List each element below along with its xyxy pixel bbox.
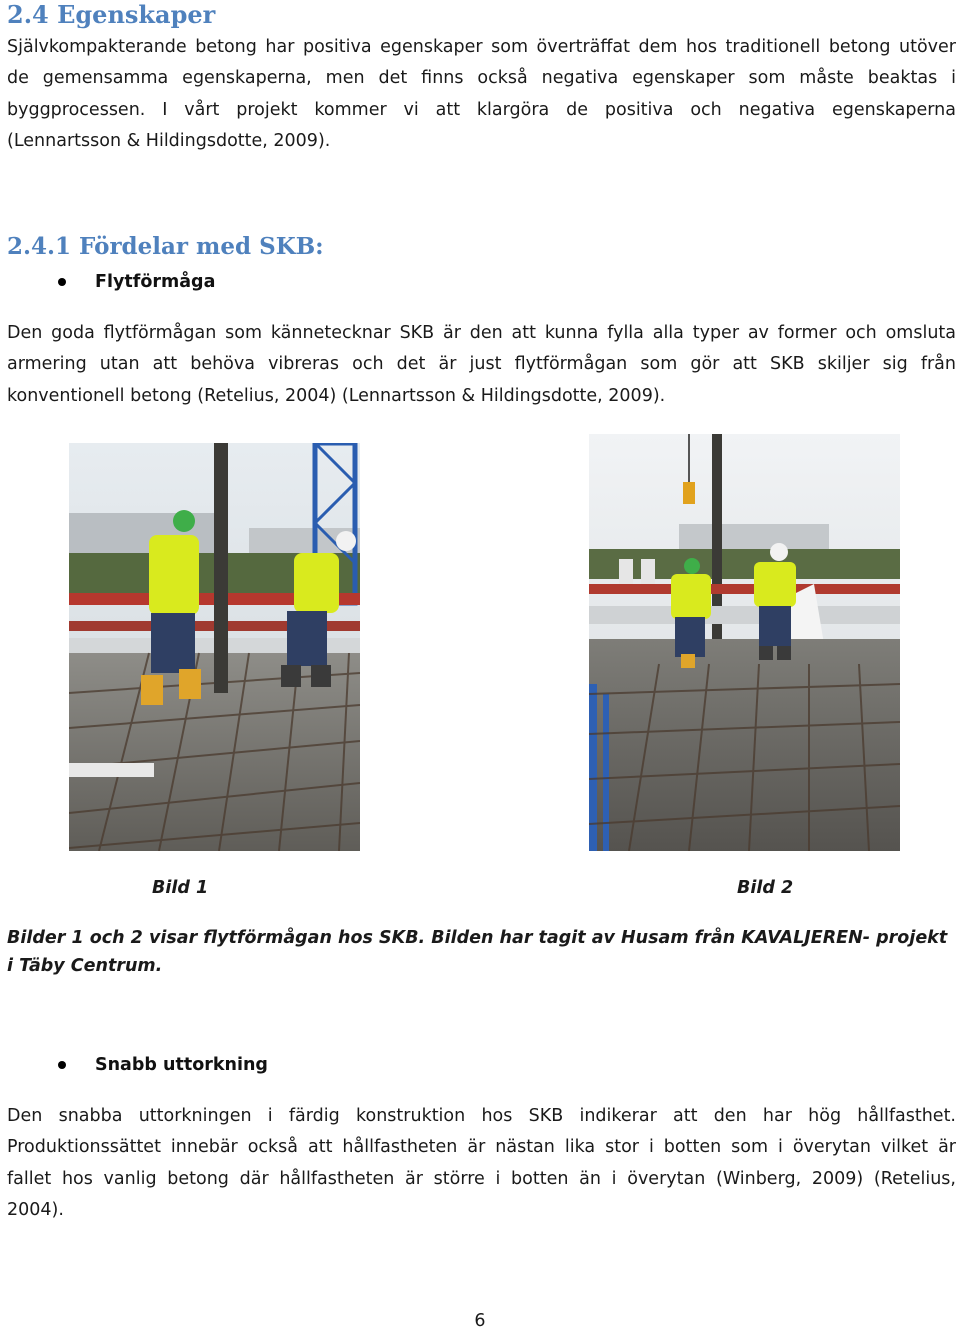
figure-caption: Bilder 1 och 2 visar flytförmågan hos SKB. Bilden har tagit av Husam från KAVALJEREN- projekt i Täby Centrum. [7, 928, 948, 976]
page-number: 6 [474, 1311, 486, 1331]
paragraph-line: 2004). [7, 1199, 64, 1220]
bullet-dot-icon [58, 1061, 66, 1069]
paragraph-line: Den goda flytförmågan som kännetecknar SKB är den att kunna fylla alla typer av former och omsluta [7, 323, 956, 343]
bullet-item-flytformaga [58, 268, 215, 296]
subsection-heading: 2.4.1 Fördelar med SKB: [7, 233, 324, 260]
paragraph-line: konventionell betong (Retelius, 2004) (Lennartsson & Hildingsdotte, 2009). [7, 385, 666, 406]
drying-paragraph [7, 1101, 956, 1226]
photo2-caption: Bild 2 [737, 878, 794, 898]
intro-line: byggprocessen. I vårt projekt kommer vi att klargöra de positiva och negativa egenskaperna [7, 99, 956, 120]
section-heading: 2.4 Egenskaper [7, 0, 216, 29]
bullet-label: Flytförmåga [95, 272, 216, 292]
bullet-label: Snabb uttorkning [95, 1055, 268, 1075]
photo-bild-1 [69, 443, 360, 851]
bullet-dot-icon [58, 278, 66, 286]
photo1-caption: Bild 1 [152, 878, 209, 898]
intro-line: (Lennartsson & Hildingsdotte, 2009). [7, 130, 331, 151]
paragraph-line: fallet hos vanlig betong där hållfastheten är större i botten än i överytan (Winberg, 2009) (Retelius, [7, 1168, 956, 1189]
bullet-item-snabb-uttorkning [58, 1051, 268, 1079]
flow-paragraph [7, 318, 956, 412]
intro-line: de gemensamma egenskaperna, men det finns också negativa egenskaper som måste beaktas i [7, 68, 956, 89]
paragraph-line: Produktionssättet innebär också att hållfastheten är nästan lika stor i botten som i överytan vilket är [7, 1137, 956, 1158]
intro-paragraph [7, 32, 956, 157]
paragraph-line: armering utan att behöva vibreras och det är just flytförmågan som gör att SKB skiljer sig från [7, 354, 956, 375]
paragraph-line: Den snabba uttorkningen i färdig konstruktion hos SKB indikerar att den har hög hållfasthet. [7, 1106, 956, 1126]
intro-line: Självkompakterande betong har positiva egenskaper som överträffat dem hos traditionell betong utöver [7, 37, 956, 57]
photo-bild-2 [589, 434, 900, 851]
